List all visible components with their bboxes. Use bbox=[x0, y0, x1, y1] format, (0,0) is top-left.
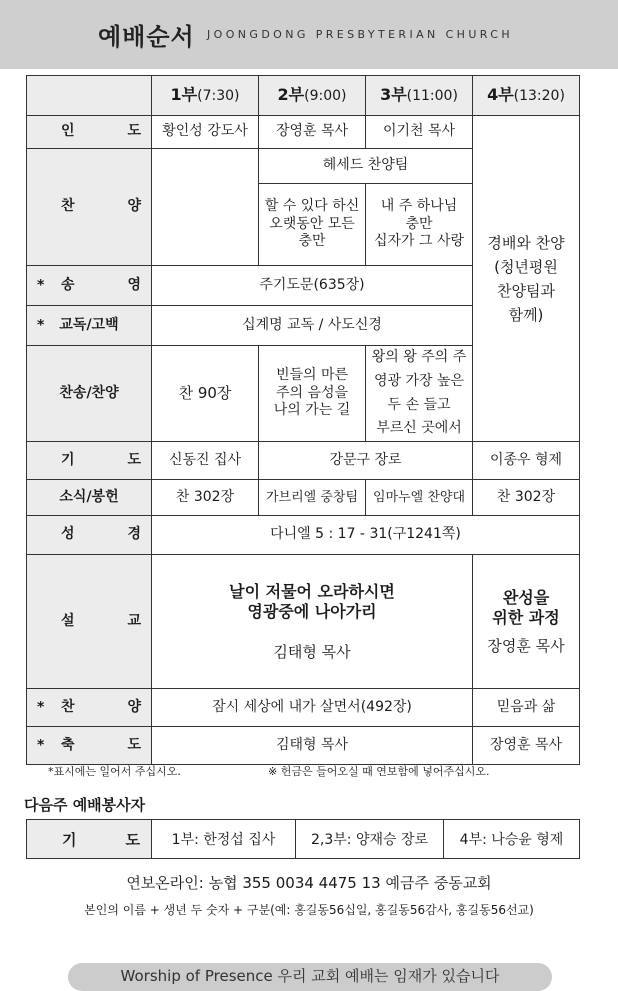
row-leader bbox=[27, 116, 580, 149]
page-title: 예배순서 bbox=[98, 23, 195, 51]
closing-hymn-value: 잠시 세상에 내가 살면서(492장) bbox=[152, 689, 473, 727]
leader-2: 장영훈 목사 bbox=[259, 116, 366, 149]
announce-2: 가브리엘 중창팀 bbox=[259, 480, 366, 516]
label-closing-hymn: * 찬 양 bbox=[27, 689, 152, 727]
prayer-1: 신동진 집사 bbox=[152, 442, 259, 480]
fourth-service-merged: 경배와 찬양 (청년평원 찬양팀과 함께) bbox=[473, 116, 580, 442]
header-bar bbox=[0, 0, 618, 69]
sermon-fourth: 완성을 위한 과정 장영훈 목사 bbox=[473, 555, 580, 689]
note-offering: ※ 헌금은 들어오실 때 연보함에 넣어주십시오. bbox=[268, 765, 490, 778]
closing-hymn-4: 믿음과 삶 bbox=[473, 689, 580, 727]
hymn-1: 찬 90장 bbox=[152, 346, 259, 442]
col-3: 3부(11:00) bbox=[366, 76, 473, 116]
online-offering-note: 본인의 이름 + 생년 두 숫자 + 구분(예: 홍길동56십일, 홍길동56감사, 홍길동56선교) bbox=[84, 903, 534, 917]
label-praise: 찬 양 bbox=[27, 149, 152, 266]
worship-order-table bbox=[26, 75, 580, 765]
next-week-table bbox=[26, 819, 580, 859]
table-header-row bbox=[27, 76, 580, 116]
sermon-title-1: 날이 저물어 오라하시면 bbox=[229, 581, 395, 601]
benediction-value: 김태형 목사 bbox=[152, 727, 473, 765]
confession-value: 십계명 교독 / 사도신경 bbox=[152, 306, 473, 346]
church-name: JOONGDONG PRESBYTERIAN CHURCH bbox=[207, 28, 514, 41]
announce-4: 찬 302장 bbox=[473, 480, 580, 516]
label-leader: 인 도 bbox=[27, 116, 152, 149]
label-hymn: 찬송/찬양 bbox=[27, 346, 152, 442]
col-4: 4부(13:20) bbox=[473, 76, 580, 116]
online-offering: 연보온라인: 농협 355 0034 4475 13 예금주 중동교회 bbox=[126, 874, 492, 892]
note-stand: *표시에는 일어서 주십시오. bbox=[48, 765, 181, 778]
prayer-23: 강문구 장로 bbox=[259, 442, 473, 480]
prayer-4: 이종우 형제 bbox=[473, 442, 580, 480]
hymn-songs-3: 왕의 왕 주의 주 영광 가장 높은 두 손 들고 부르신 곳에서 bbox=[366, 346, 473, 442]
col-2: 2부(9:00) bbox=[259, 76, 366, 116]
praise-songs-3: 내 주 하나님 충만 십자가 그 사랑 bbox=[366, 184, 473, 266]
hymn-songs-2: 빈들의 마른 주의 음성을 나의 가는 길 bbox=[259, 346, 366, 442]
announce-3: 임마누엘 찬양대 bbox=[366, 480, 473, 516]
benediction-4: 장영훈 목사 bbox=[473, 727, 580, 765]
row-sermon bbox=[27, 555, 580, 689]
label-scripture: 성 경 bbox=[27, 516, 152, 555]
praise-1 bbox=[152, 149, 259, 266]
next-week-s2: 2,3부: 양재승 장로 bbox=[296, 820, 444, 859]
praise-team: 헤세드 찬양팀 bbox=[259, 149, 473, 184]
label-sermon: 설 교 bbox=[27, 555, 152, 689]
label-prayer: 기 도 bbox=[27, 442, 152, 480]
label-opening-hymn: * 송 영 bbox=[27, 266, 152, 306]
sermon-preacher: 김태형 목사 bbox=[273, 643, 351, 662]
label-benediction: * 축 도 bbox=[27, 727, 152, 765]
leader-3: 이기천 목사 bbox=[366, 116, 473, 149]
next-week-title: 다음주 예배봉사자 bbox=[24, 796, 146, 814]
row-announce bbox=[27, 480, 580, 516]
row-closing-hymn bbox=[27, 689, 580, 727]
label-announce: 소식/봉헌 bbox=[27, 480, 152, 516]
row-benediction bbox=[27, 727, 580, 765]
row-scripture bbox=[27, 516, 580, 555]
next-week-row bbox=[27, 820, 580, 859]
label-confession: * 교독/고백 bbox=[27, 306, 152, 346]
next-week-label: 기 도 bbox=[27, 820, 152, 859]
footer-banner: Worship of Presence 우리 교회 예배는 임재가 있습니다 bbox=[68, 963, 552, 991]
next-week-s1: 1부: 한정섭 집사 bbox=[152, 820, 296, 859]
sermon-main bbox=[152, 555, 473, 689]
corner-cell bbox=[27, 76, 152, 116]
row-prayer bbox=[27, 442, 580, 480]
scripture-value: 다니엘 5 : 17 - 31(구1241쪽) bbox=[152, 516, 580, 555]
praise-songs-2: 할 수 있다 하신 오랫동안 모든 충만 bbox=[259, 184, 366, 266]
col-1: 1부(7:30) bbox=[152, 76, 259, 116]
sermon-title-2: 영광중에 나아가리 bbox=[247, 602, 377, 622]
announce-1: 찬 302장 bbox=[152, 480, 259, 516]
leader-1: 황인성 강도사 bbox=[152, 116, 259, 149]
next-week-s3: 4부: 나승윤 형제 bbox=[444, 820, 580, 859]
opening-hymn-value: 주기도문(635장) bbox=[152, 266, 473, 306]
